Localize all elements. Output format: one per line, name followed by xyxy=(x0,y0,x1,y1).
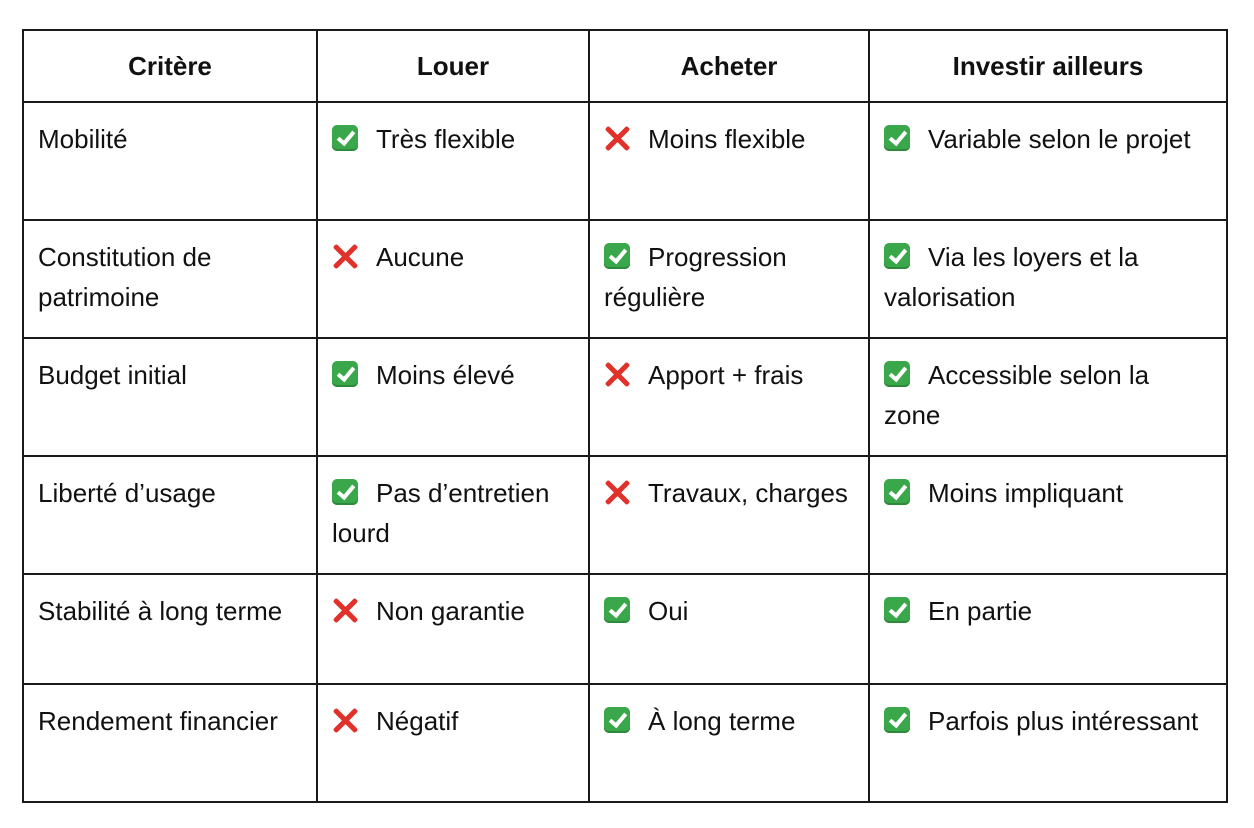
header-criterion: Critère xyxy=(23,30,317,102)
check-mark-icon xyxy=(884,243,910,269)
cell-text: Très flexible xyxy=(376,124,516,154)
comparison-table xyxy=(22,29,1228,803)
investir-cell xyxy=(869,684,1227,802)
table-row-patrimoine xyxy=(23,220,1227,338)
louer-cell xyxy=(317,338,589,456)
table-row-stabilite xyxy=(23,574,1227,684)
check-mark-icon xyxy=(332,361,358,387)
cross-mark-icon xyxy=(332,597,358,623)
cross-mark-icon xyxy=(604,125,630,151)
cell-text: Progression régulière xyxy=(604,242,787,312)
investir-cell xyxy=(869,456,1227,574)
criterion-cell: Mobilité xyxy=(23,102,317,220)
cell-text: Aucune xyxy=(376,242,465,272)
cell-text: Non garantie xyxy=(376,596,525,626)
cell-text: Parfois plus intéressant xyxy=(928,706,1199,736)
check-mark-icon xyxy=(884,597,910,623)
acheter-cell xyxy=(589,220,869,338)
cell-text: Négatif xyxy=(376,706,459,736)
louer-cell xyxy=(317,102,589,220)
investir-cell xyxy=(869,338,1227,456)
criterion-cell: Liberté d’usage xyxy=(23,456,317,574)
investir-cell xyxy=(869,574,1227,684)
check-mark-icon xyxy=(604,243,630,269)
cell-text: À long terme xyxy=(648,706,796,736)
table-row-rendement xyxy=(23,684,1227,802)
cell-text: Moins élevé xyxy=(376,360,515,390)
louer-cell xyxy=(317,220,589,338)
louer-cell xyxy=(317,684,589,802)
header-investir-ailleurs: Investir ailleurs xyxy=(869,30,1227,102)
louer-cell xyxy=(317,574,589,684)
acheter-cell xyxy=(589,338,869,456)
table-row-mobilite xyxy=(23,102,1227,220)
cell-text: Variable selon le projet xyxy=(928,124,1191,154)
table-row-budget xyxy=(23,338,1227,456)
check-mark-icon xyxy=(884,479,910,505)
investir-cell xyxy=(869,102,1227,220)
cell-text: Pas d’entretien lourd xyxy=(332,478,550,548)
table-row-liberte xyxy=(23,456,1227,574)
cross-mark-icon xyxy=(332,243,358,269)
criterion-cell: Rendement financier xyxy=(23,684,317,802)
header-louer: Louer xyxy=(317,30,589,102)
cell-text: Travaux, charges xyxy=(648,478,848,508)
header-acheter: Acheter xyxy=(589,30,869,102)
cell-text: En partie xyxy=(928,596,1033,626)
criterion-cell: Stabilité à long terme xyxy=(23,574,317,684)
cell-text: Moins impliquant xyxy=(928,478,1124,508)
check-mark-icon xyxy=(884,125,910,151)
acheter-cell xyxy=(589,102,869,220)
check-mark-icon xyxy=(884,361,910,387)
cross-mark-icon xyxy=(604,361,630,387)
check-mark-icon xyxy=(604,707,630,733)
header-row xyxy=(23,30,1227,102)
check-mark-icon xyxy=(332,125,358,151)
cell-text: Accessible selon la zone xyxy=(884,360,1150,430)
criterion-cell: Constitution de patrimoine xyxy=(23,220,317,338)
cell-text: Moins flexible xyxy=(648,124,806,154)
cell-text: Apport + frais xyxy=(648,360,804,390)
cell-text: Via les loyers et la valorisation xyxy=(884,242,1139,312)
acheter-cell xyxy=(589,574,869,684)
louer-cell xyxy=(317,456,589,574)
cross-mark-icon xyxy=(604,479,630,505)
check-mark-icon xyxy=(884,707,910,733)
cross-mark-icon xyxy=(332,707,358,733)
cell-text: Oui xyxy=(648,596,689,626)
check-mark-icon xyxy=(332,479,358,505)
acheter-cell xyxy=(589,456,869,574)
investir-cell xyxy=(869,220,1227,338)
check-mark-icon xyxy=(604,597,630,623)
criterion-cell: Budget initial xyxy=(23,338,317,456)
acheter-cell xyxy=(589,684,869,802)
